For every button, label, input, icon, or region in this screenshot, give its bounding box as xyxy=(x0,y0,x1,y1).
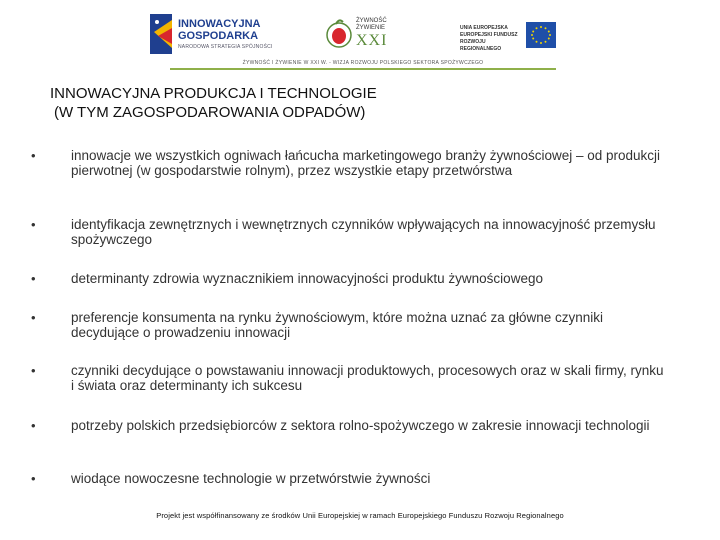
zywnosc-zywienie-logo xyxy=(326,16,398,52)
unia-europejska-logo xyxy=(460,22,560,50)
slide-title xyxy=(50,84,377,122)
slide-title-line-1: INNOWACYJNA PRODUKCJA I TECHNOLOGIE xyxy=(50,85,377,102)
bullet-item xyxy=(28,217,668,247)
zywnosc-xxi-text: XXI xyxy=(356,32,388,49)
banner-divider xyxy=(170,68,556,70)
zywnosc-zywienie-text: ŻYWNOŚĆ ŻYWIENIE xyxy=(356,18,387,31)
innowacyjna-gospodarka-mark-icon xyxy=(150,14,174,54)
bullet-marker: • xyxy=(31,148,36,163)
bullet-text: innowacje we wszystkich ogniwach łańcucha marketingowego branży żywnościowej – od produkcji pierwotnej (w gospodarstwie rolnym), przez wszystkie etapy przetwórstwa xyxy=(71,148,661,178)
bullet-text: wiodące nowoczesne technologie w przetwórstwie żywności xyxy=(71,471,431,486)
bullet-item xyxy=(28,363,668,393)
bullet-marker: • xyxy=(31,271,36,286)
bullet-item xyxy=(28,471,430,486)
eu-flag-icon xyxy=(526,22,556,48)
bullet-item xyxy=(28,148,668,178)
bullet-marker: • xyxy=(31,418,36,433)
zywnosc-tomato-icon xyxy=(326,16,352,50)
bullet-text: czynniki decydujące o powstawaniu innowacji produktowych, procesowych oraz w skali firmy, rynku i świata oraz determinanty ich sukcesu xyxy=(71,363,664,393)
innowacyjna-gospodarka-logo xyxy=(150,14,273,54)
bullet-item xyxy=(28,418,650,433)
footer-funding-note: Projekt jest współfinansowany ze środków Unii Europejskiej w ramach Europejskiego Funduszu Rozwoju Regionalnego xyxy=(156,511,564,520)
slide-title-line-2: (W TYM ZAGOSPODAROWANIA ODPADÓW) xyxy=(54,104,366,121)
bullet-marker: • xyxy=(31,217,36,232)
bullet-marker: • xyxy=(31,363,36,378)
project-banner-text: ŻYWNOŚĆ I ŻYWIENIE W XXI W. - WIZJA ROZWOJU POLSKIEGO SEKTORA SPOŻYWCZEGO xyxy=(242,60,484,66)
unia-europejska-text: UNIA EUROPEJSKA EUROPEJSKI FUNDUSZ ROZWOJU REGIONALNEGO xyxy=(460,25,518,52)
bullet-text: determinanty zdrowia wyznacznikiem innowacyjności produktu żywnościowego xyxy=(71,271,543,286)
bullet-marker: • xyxy=(31,310,36,325)
bullet-marker: • xyxy=(31,471,36,486)
header-logos xyxy=(0,0,720,64)
bullet-text: potrzeby polskich przedsiębiorców z sektora rolno-spożywczego w zakresie innowacji technologii xyxy=(71,418,650,433)
bullet-text: identyfikacja zewnętrznych i wewnętrznych czynników wpływających na innowacyjność przemysłu spożywczego xyxy=(71,217,656,247)
bullet-item xyxy=(28,271,543,286)
bullet-text: preferencje konsumenta na rynku żywnościowym, które można uznać za główne czynniki decydujące o prowadzeniu innowacji xyxy=(71,310,603,340)
bullet-item xyxy=(28,310,668,340)
innowacyjna-gospodarka-text: INNOWACYJNA GOSPODARKA xyxy=(178,18,261,42)
innowacyjna-gospodarka-subtitle: NARODOWA STRATEGIA SPÓJNOŚCI xyxy=(178,44,273,50)
